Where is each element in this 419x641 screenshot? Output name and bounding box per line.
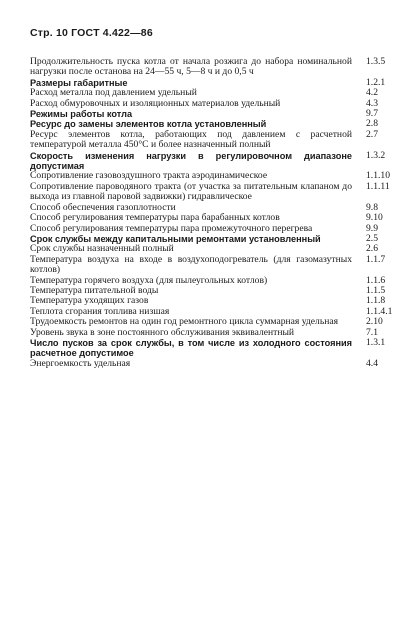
entry-text: Температура уходящих газов [30, 295, 149, 307]
entry-code: 2.8 [366, 118, 378, 130]
index-entry [30, 182, 398, 203]
index-entry [30, 213, 398, 223]
entry-text: Трудоемкость ремонтов на один год ремонтного цикла суммарная удельная [30, 316, 339, 328]
entry-text: Температура горячего воздуха (для пылеугольных котлов) [30, 274, 268, 286]
entry-code: 1.1.11 [366, 180, 390, 192]
entry-code: 1.3.5 [366, 56, 386, 67]
entry-code: 4.2 [366, 87, 378, 99]
entry-code: 9.10 [366, 212, 383, 224]
index-entry [30, 338, 398, 359]
entry-code: 2.5 [366, 232, 378, 244]
entry-code: 1.1.6 [366, 274, 386, 286]
entry-code: 1.1.8 [366, 295, 386, 307]
entry-text: Теплота сгорания топлива низшая [30, 305, 170, 317]
entry-text: Размеры габаритные [30, 77, 128, 88]
entry-code: 4.4 [366, 357, 378, 369]
index-entry [30, 109, 398, 119]
index-entry [30, 151, 398, 172]
entry-text: Способ обеспечения газоплотности [30, 201, 176, 213]
page-header: Стр. 10 ГОСТ 4.422—86 [30, 27, 153, 39]
index-entry [30, 317, 398, 327]
entry-text: Число пусков за срок службы, в том числе из холодного состояния расчетное допустимое [30, 337, 352, 359]
index-entry [30, 359, 398, 369]
entry-code: 1.3.2 [366, 149, 386, 161]
index-entry [30, 99, 398, 109]
entry-text: Срок службы между капитальными ремонтами установленный [30, 233, 321, 244]
entry-code: 1.1.7 [366, 253, 386, 265]
index-entry [30, 130, 398, 151]
entry-text: Энергоемкость удельная [30, 357, 131, 369]
entry-text: Расход обмуровочных и изоляционных материалов удельный [30, 97, 281, 109]
entry-text: Сопротивление пароводяного тракта (от участка за питательным клапаном до выхода из главной паровой задвижки) гидравлическое [30, 180, 352, 203]
entry-code: 4.3 [366, 97, 378, 109]
entry-code: 2.10 [366, 316, 383, 328]
entry-code: 9.8 [366, 201, 378, 213]
index-entry [30, 328, 398, 338]
entry-code: 1.1.4.1 [366, 305, 393, 317]
entry-text: Продолжительность пуска котла от начала розжига до набора номинальной нагрузки после останова на 24—55 ч, 5—8 ч и до 0,5 ч [30, 56, 352, 78]
entry-text: Ресурс элементов котла, работающих под давлением с расчетной температурой металла 450°С и более назначенный полный [30, 128, 352, 151]
entry-text: Сопротивление газовоздушного тракта аэродинамическое [30, 170, 268, 182]
entry-text: Расход металла под давлением удельный [30, 87, 197, 99]
entry-code: 1.1.10 [366, 170, 390, 182]
index-entry [30, 57, 398, 78]
entry-text: Способ регулирования температуры пара барабанных котлов [30, 212, 280, 224]
index-list [30, 57, 398, 369]
entry-code: 1.2.1 [366, 76, 386, 88]
index-entry [30, 224, 398, 234]
entry-text: Способ регулирования температуры пара промежуточного перегрева [30, 222, 313, 234]
entry-text: Температура воздуха на входе в воздухоподогреватель (для газомазутных котлов) [30, 253, 352, 276]
entry-code: 1.1.5 [366, 284, 386, 296]
entry-code: 1.3.1 [366, 336, 386, 348]
entry-text: Срок службы назначенный полный [30, 243, 174, 255]
entry-code: 7.1 [366, 326, 378, 338]
entry-text: Скорость изменения нагрузки в регулировочном диапазоне допустимая [30, 150, 352, 172]
entry-code: 9.9 [366, 222, 378, 234]
entry-code: 2.7 [366, 128, 378, 140]
entry-text: Ресурс до замены элементов котла установленный [30, 119, 267, 130]
entry-code: 9.7 [366, 108, 378, 120]
entry-code: 2.6 [366, 243, 378, 255]
entry-text: Режимы работы котла [30, 109, 133, 120]
entry-text: Температура питательной воды [30, 284, 159, 296]
index-entry [30, 255, 398, 276]
entry-text: Уровень звука в зоне постоянного обслуживания эквивалентный [30, 326, 295, 338]
